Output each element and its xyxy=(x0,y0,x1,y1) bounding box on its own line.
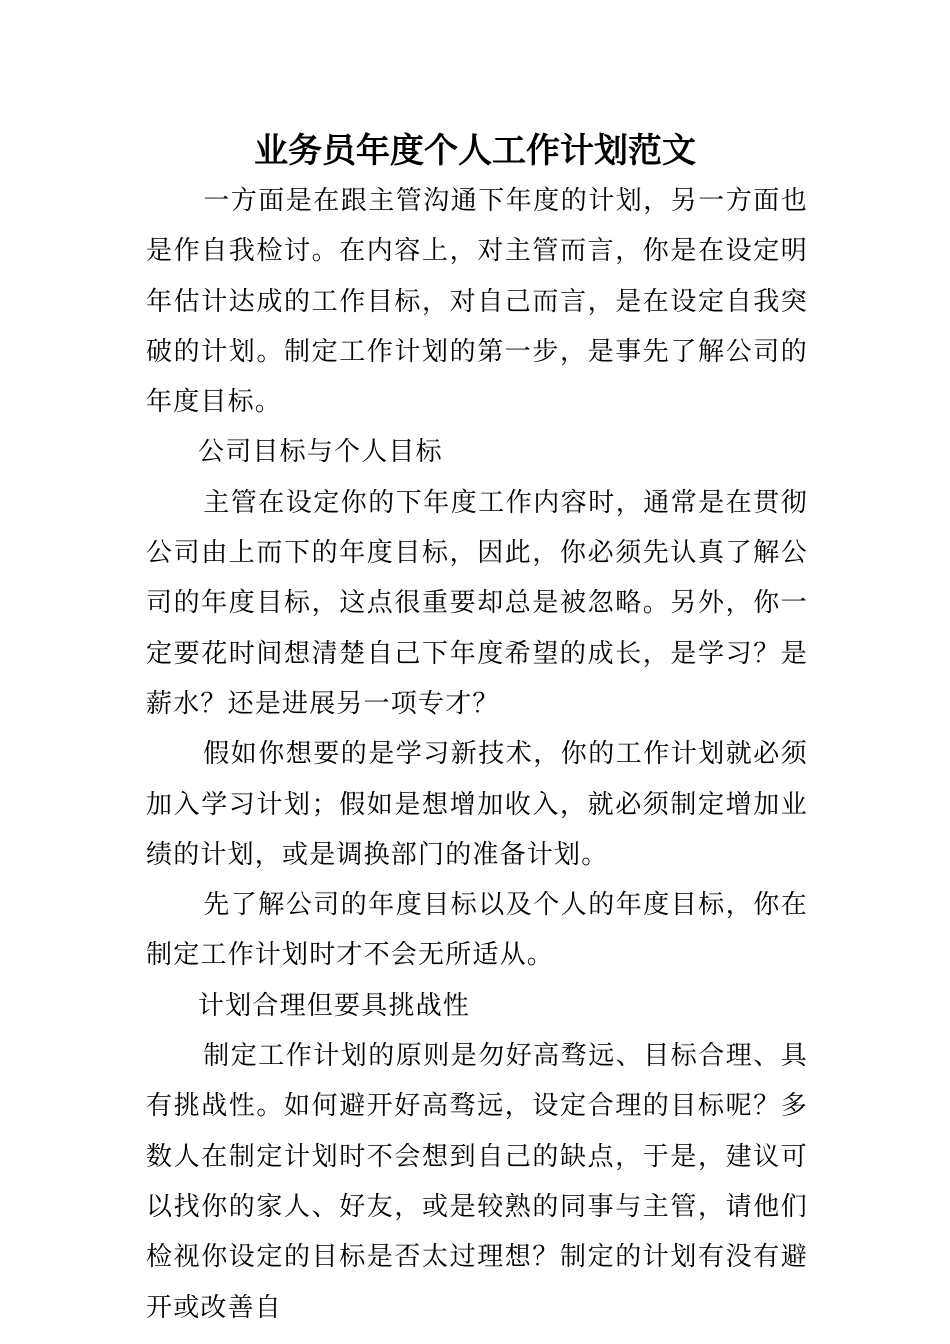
paragraph: 先了解公司的年度目标以及个人的年度目标，你在制定工作计划时才不会无所适从。 xyxy=(146,890,808,971)
section-heading: 计划合理但要具挑战性 xyxy=(198,990,471,1021)
document-title: 业务员年度个人工作计划范文 xyxy=(254,131,696,171)
paragraph: 一方面是在跟主管沟通下年度的计划，另一方面也是作自我检讨。在内容上，对主管而言，你是在设定明年估计达成的工作目标，对自己而言，是在设定自我突破的计划。制定工作计划的第一步，是事先了解公司的年度目标。 xyxy=(146,186,808,418)
paragraph: 制定工作计划的原则是勿好高骛远、目标合理、具有挑战性。如何避开好高骛远，设定合理的目标呢？多数人在制定计划时不会想到自己的缺点，于是，建议可以找你的家人、好友，或是较熟的同事与主管，请他们检视你设定的目标是否太过理想？制定的计划有没有避开或改善自 xyxy=(146,1041,808,1323)
section-heading: 公司目标与个人目标 xyxy=(198,437,443,468)
paragraph: 假如你想要的是学习新技术，你的工作计划就必须加入学习计划；假如是想增加收入，就必须制定增加业绩的计划，或是调换部门的准备计划。 xyxy=(146,739,808,870)
document-body xyxy=(146,176,808,1333)
paragraph: 主管在设定你的下年度工作内容时，通常是在贯彻公司由上而下的年度目标，因此，你必须先认真了解公司的年度目标，这点很重要却总是被忽略。另外，你一定要花时间想清楚自己下年度希望的成长，是学习？是薪水？还是进展另一项专才？ xyxy=(146,487,808,719)
